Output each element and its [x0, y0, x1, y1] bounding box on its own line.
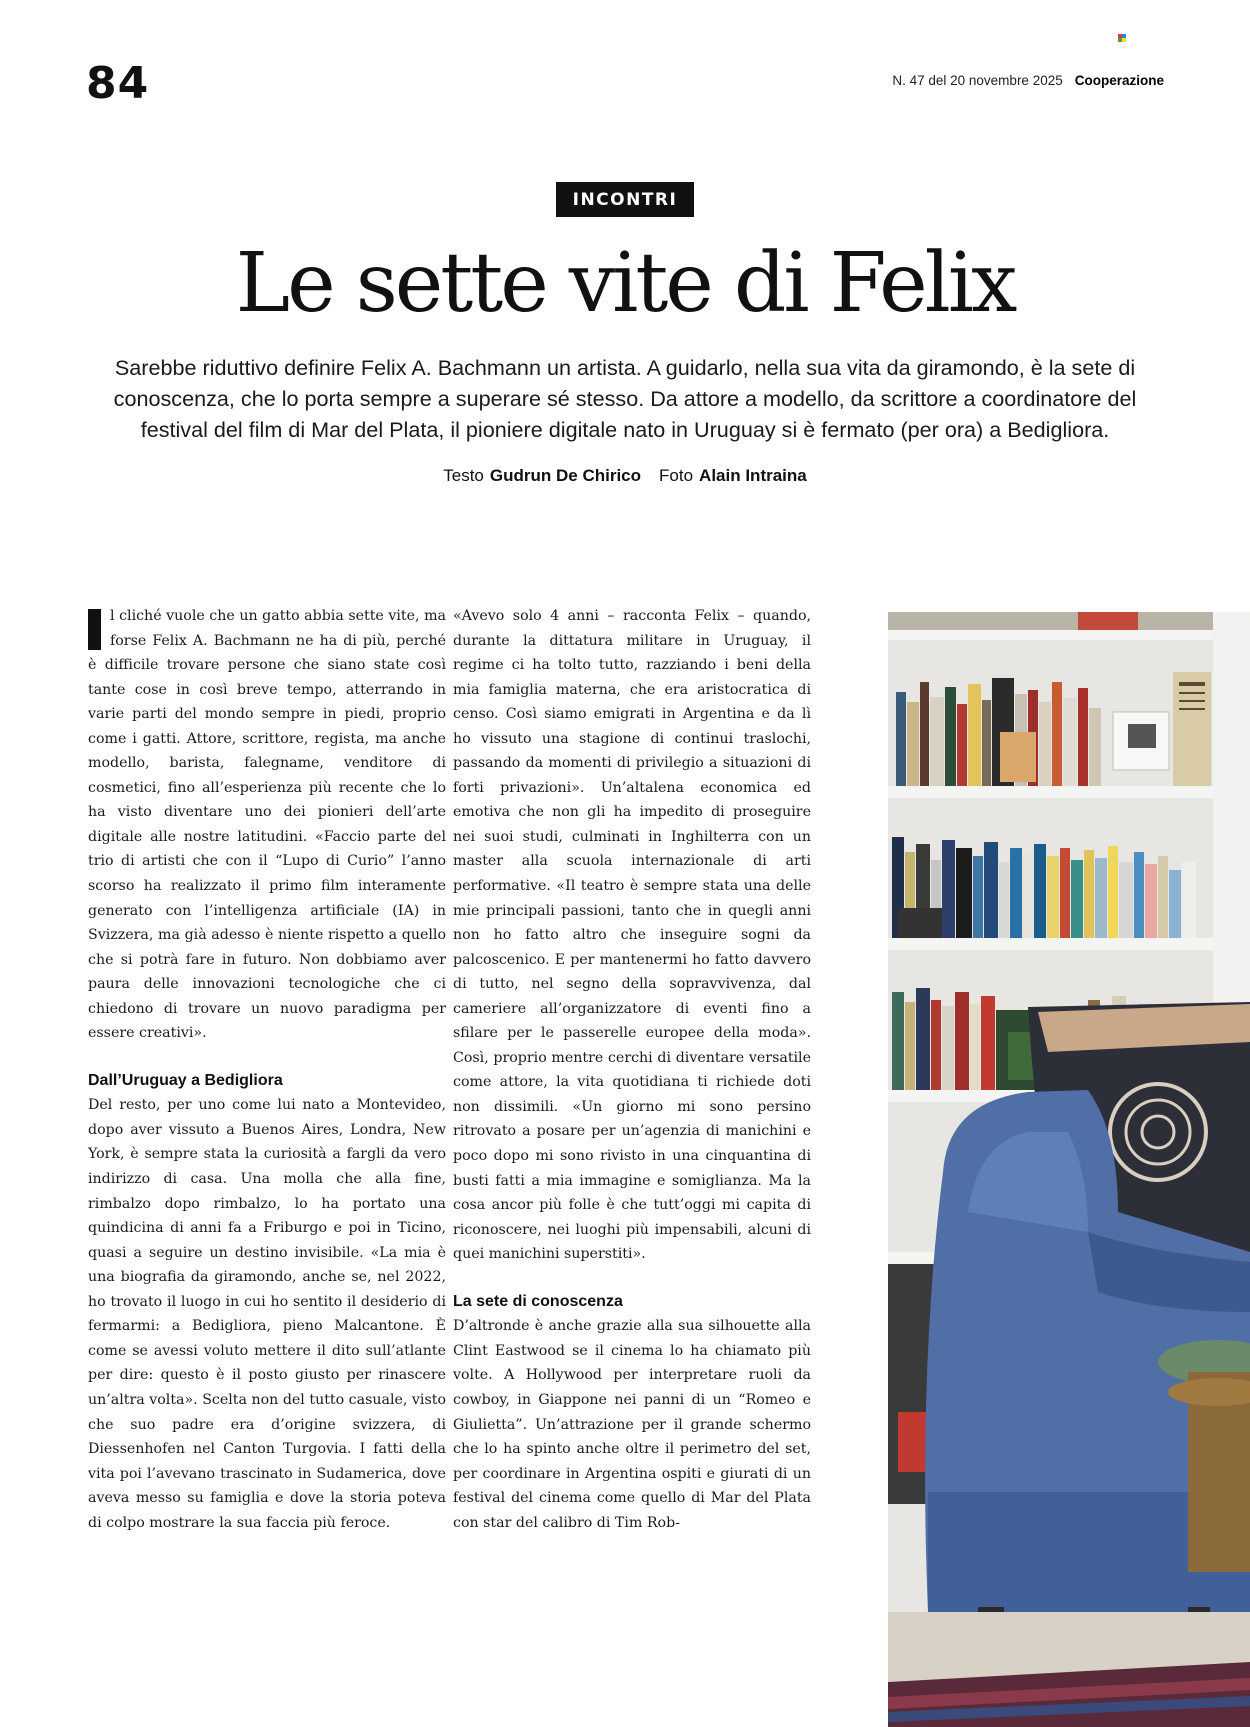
credits [0, 466, 1250, 486]
subheading: Dall’Uruguay a Bedigliora [88, 1071, 283, 1089]
bookshelf-sofa-photo-icon [888, 612, 1250, 1727]
body-paragraph [88, 604, 446, 1046]
issue-line [892, 73, 1164, 88]
text-label: Testo [443, 466, 484, 485]
issue-date: N. 47 del 20 novembre 2025 [892, 73, 1063, 88]
standfirst: Sarebbe riduttivo definire Felix A. Bachmann un artista. A guidarlo, nella sua vita da giramondo, è la sete di conoscenza, che lo porta sempre a superare sé stesso. Da attore a modello, da scrittore a coordinatore del festival del film di Mar del Plata, il pioniere digitale nato in Uruguay si è fermato (per ora) a Bedigliora. [113, 355, 1137, 442]
page-number: 84 [86, 58, 150, 109]
paragraph-text: l cliché vuole che un gatto abbia sette vite, ma forse Felix A. Bachmann ne ha di più, perché è difficile trovare persone che siano state così tante cose in così breve tempo, atterrando in varie parti del mondo sempre in piedi, proprio come i gatti. Attore, scrittore, regista, ma anche modello, barista, falegname, venditore di cosmetici, fino all’esperienza più recente che lo ha visto diventare uno dei pionieri dell’arte digitale alle nostre latitudini. «Faccio parte del trio di artisti che con il “Lupo di Curio” l’anno scorso ha realizzato il primo film interamente generato con l’intelligenza artificiale (IA) in Svizzera, ma già adesso è niente rispetto a quello che si potrà fare in futuro. Non dobbiamo aver paura delle innovazioni tecnologiche che ci chiedono di trovare un nuovo paradigma per essere creativi». [88, 608, 446, 1042]
headline: Le sette vite di Felix [235, 236, 1015, 331]
photo-author: Alain Intraina [699, 466, 807, 485]
photo-label: Foto [659, 466, 694, 485]
body-paragraph: «Avevo solo 4 anni – racconta Felix – quando, durante la dittatura militare in Uruguay, il regime ci ha tolto tutto, razziando i beni della mia famiglia materna, che era aristocratica di censo. Così siamo emigrati in Argentina e da lì ho vissuto una stagione di continui traslochi, passando da momenti di privilegio a situazioni di forti privazioni». Un’altalena economica ed emotiva che non gli ha impedito di proseguire nei suoi studi, culminati in Inghilterra con un master alla scuola internazionale di arti performative. «Il teatro è sempre stata una delle mie principali passioni, tanto che in quegli anni non ho fatto altro che inseguire sogni da palcoscenico. E per mantenermi ho fatto davvero di tutto, nel segno della sopravvivenza, dal cameriere all’organizzatore di eventi fino a sfilare per le passerelle europee della moda». Così, proprio mentre cerchi di diventare versatile come attore, la vita quotidiana ti richiede doti non dissimili. «Un giorno mi sono persino ritrovato a posare per un’agenzia di manichini e poco dopo mi sono rivisto in una cinquantina di busti fatti a mia immagine e somiglianza. Ma la cosa ancor più folle è che tutt’oggi mi capita di riconoscere, nei luoghi più impensabili, alcuni di quei manichini superstiti». [453, 608, 811, 1263]
article-column-1 [88, 604, 446, 1535]
color-registration-icon [1118, 34, 1126, 42]
section-badge: INCONTRI [556, 182, 694, 217]
subheading: La sete di conoscenza [453, 1292, 623, 1310]
text-author: Gudrun De Chirico [489, 466, 642, 485]
article-column-2 [453, 604, 811, 1535]
body-paragraph: D’altronde è anche grazie alla sua silhouette alla Clint Eastwood se il cinema lo ha chiamato più volte. A Hollywood per interpretare ruoli da cowboy, in Giappone nei panni di un “Romeo e Giulietta”. Un’attrazione per il grande schermo che lo ha spinto anche oltre il perimetro del set, per coordinare in Argentina ospiti e giurati di un festival del cinema come quello di Mar del Plata con star del calibro di Tim Rob- [453, 1318, 811, 1531]
body-paragraph: Del resto, per uno come lui nato a Montevideo, dopo aver vissuto a Buenos Aires, Londra, New York, è sempre stata la curiosità a fargli da vero indirizzo di casa. Una molla che alla fine, rimbalzo dopo rimbalzo, lo ha portato una quindicina di anni fa a Friburgo e poi in Ticino, quasi a seguire un destino invisibile. «La mia è una biografia da giramondo, anche se, nel 2022, ho trovato il luogo in cui ho sentito il desiderio di fermarmi: a Bedigliora, pieno Malcantone. È come se avessi voluto mettere il dito sull’atlante per dire: questo è il posto giusto per rinascere un’altra volta». Scelta non del tutto casuale, visto che suo padre era d’origine svizzera, di Diessenhofen nel Canton Turgovia. I fatti della vita poi l’avevano trascinato in Sudamerica, dove aveva messo su famiglia e dove la storia poteva di colpo mostrare la sua faccia più feroce. [88, 1097, 446, 1531]
dropcap-icon [88, 609, 101, 650]
publication-name: Cooperazione [1074, 73, 1164, 88]
photo-bookshelf-sofa [888, 612, 1250, 1727]
